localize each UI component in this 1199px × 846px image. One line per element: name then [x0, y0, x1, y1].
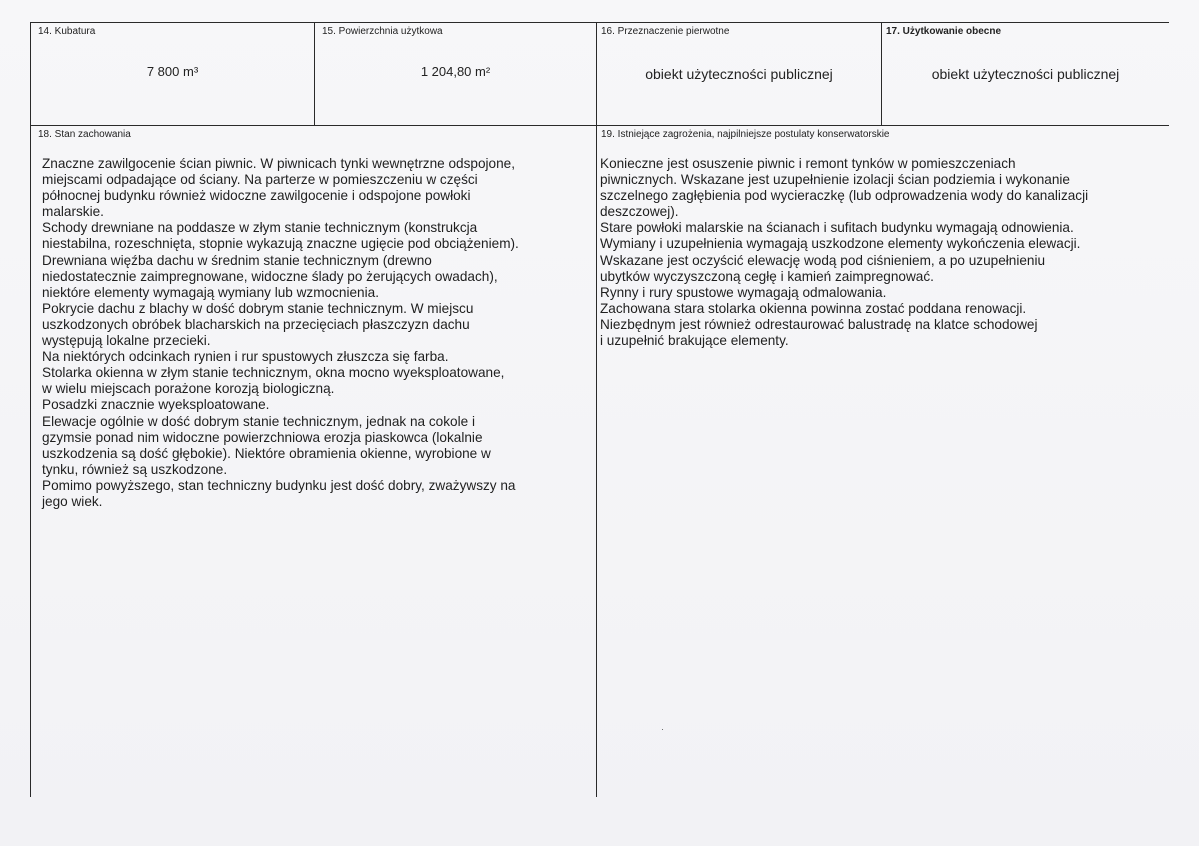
original-purpose-value: obiekt użyteczności publicznej: [645, 66, 833, 82]
threats-line: Wskazane jest oczyścić elewację wodą pod ciśnieniem, a po uzupełnieniu: [600, 252, 1046, 268]
condition-line: północnej budynku również widoczne zawilgocenie i odspojone powłoki: [42, 188, 471, 204]
threats-line: i uzupełnić brakujące elementy.: [600, 333, 789, 349]
kubatura-label: 14. Kubatura: [38, 26, 96, 37]
threats-section-label: 19. Istniejące zagrożenia, najpilniejsze postulaty konserwatorskie: [601, 129, 890, 140]
threats-line: Niezbędnym jest również odrestaurować balustradę na klatce schodowej: [600, 316, 1038, 332]
current-use-label: 17. Użytkowanie obecne: [886, 26, 1002, 37]
condition-line: tynku, również są uszkodzone.: [42, 461, 228, 477]
paper-speck: ·: [661, 724, 664, 734]
threats-line: piwnicznych. Wskazane jest uzupełnienie izolacji ścian podziemia i wykonanie: [600, 172, 1070, 188]
condition-line: jego wiek.: [42, 493, 103, 509]
condition-line: Schody drewniane na poddasze w złym stanie technicznym (konstrukcja: [42, 220, 478, 236]
threats-line: deszczowej).: [600, 204, 679, 220]
usable-area-value: 1 204,80 m²: [420, 64, 491, 79]
condition-line: Znaczne zawilgocenie ścian piwnic. W piwnicach tynki wewnętrzne odspojone,: [42, 156, 515, 171]
threats-text: [600, 156, 1088, 349]
threats-line: Stare powłoki malarskie na ścianach i sufitach budynku wymagają odnowienia.: [600, 220, 1074, 236]
current-use-value: obiekt użyteczności publicznej: [931, 66, 1120, 82]
condition-line: niektóre elementy wymagają wymiany lub wzmocnienia.: [42, 284, 379, 300]
header-row-bottom-border: [30, 125, 1169, 126]
left-border: [30, 22, 31, 797]
condition-line: Drewniana więźba dachu w średnim stanie technicznym (drewno: [42, 252, 432, 268]
condition-section-label: 18. Stan zachowania: [38, 129, 131, 140]
condition-line: gzymsie ponad nim widoczne powierzchniowa erozja piaskowca (lokalnie: [42, 429, 483, 445]
top-border: [30, 22, 1169, 23]
condition-line: w wielu miejscach porażone korozją biologiczną.: [42, 381, 335, 397]
condition-line: Pokrycie dachu z blachy w dość dobrym stanie technicznym. W miejscu: [42, 300, 474, 316]
condition-line: niestabilna, rozeschnięta, stopnie wykazują znaczne ugięcie pod obciążeniem).: [42, 236, 519, 252]
condition-line: Posadzki znacznie wyeksploatowane.: [42, 397, 270, 413]
usable-area-label: 15. Powierzchnia użytkowa: [322, 26, 443, 37]
threats-line: Konieczne jest osuszenie piwnic i remont tynków w pomieszczeniach: [600, 156, 1016, 171]
threats-line: Zachowana stara stolarka okienna powinna zostać poddana renowacji.: [600, 300, 1027, 316]
condition-line: malarskie.: [42, 204, 104, 220]
condition-line: miejscami odpadające od ściany. Na parterze w pomieszczeniu w części: [42, 172, 478, 188]
kubatura-value: 7 800 m³: [146, 64, 199, 79]
condition-line: Na niektórych odcinkach rynien i rur spustowych złuszcza się farba.: [42, 349, 449, 365]
divider-main: [596, 22, 597, 797]
original-purpose-label: 16. Przeznaczenie pierwotne: [601, 26, 730, 37]
condition-line: występują lokalne przecieki.: [42, 333, 211, 349]
condition-line: uszkodzonych obróbek blacharskich na przecięciach płaszczyzn dachu: [42, 316, 470, 332]
condition-line: Pomimo powyższego, stan techniczny budynku jest dość dobry, zważywszy na: [42, 477, 516, 493]
threats-line: ubytków wyczyszczoną cegłę i kamień zaimpregnować.: [600, 268, 934, 284]
condition-line: niedostatecznie zaimpregnowane, widoczne ślady po żerujących owadach),: [42, 268, 498, 284]
threats-line: Wymiany i uzupełnienia wymagają uszkodzone elementy wykończenia elewacji.: [600, 236, 1081, 252]
condition-line: Elewacje ogólnie w dość dobrym stanie technicznym, jednak na cokole i: [42, 413, 475, 429]
condition-text: [42, 156, 519, 510]
threats-line: szczelnego zagłębienia pod wycieraczkę (lub odprowadzenia wody do kanalizacji: [600, 188, 1089, 204]
condition-line: Stolarka okienna w złym stanie technicznym, okna mocno wyeksploatowane,: [42, 365, 505, 381]
condition-line: uszkodzenia są dość głębokie). Niektóre obramienia okienne, wyrobione w: [42, 445, 491, 461]
threats-line: Rynny i rury spustowe wymagają odmalowania.: [600, 284, 887, 300]
